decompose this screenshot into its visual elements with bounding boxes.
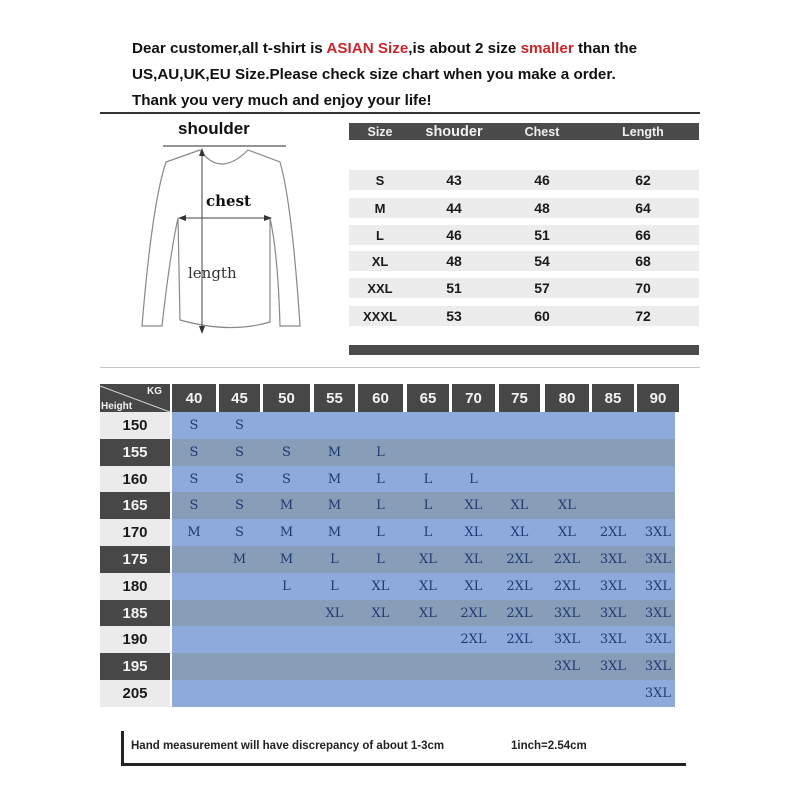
size-cell bbox=[637, 492, 679, 519]
shoulder-cell: 46 bbox=[446, 227, 462, 243]
size-cell bbox=[314, 680, 355, 707]
size-cell: XL bbox=[419, 552, 437, 567]
size-cell: L bbox=[376, 498, 385, 513]
size-cell: L bbox=[376, 227, 384, 243]
header-size: Size bbox=[367, 124, 393, 139]
weight-header: 45 bbox=[219, 384, 260, 412]
size-cell: L bbox=[469, 472, 478, 487]
grid-corner bbox=[100, 384, 170, 412]
size-cell: XL bbox=[558, 525, 576, 540]
size-cell: M bbox=[279, 525, 294, 540]
weight-header: 60 bbox=[358, 384, 403, 412]
smaller-highlight: smaller bbox=[520, 40, 574, 57]
height-header: 175 bbox=[100, 546, 170, 573]
size-cell: M bbox=[232, 552, 247, 567]
size-row-xl bbox=[349, 251, 699, 271]
size-row-xxl bbox=[349, 278, 699, 298]
size-cell: L bbox=[376, 552, 385, 567]
size-cell: 2XL bbox=[506, 579, 533, 594]
size-cell bbox=[358, 412, 403, 439]
size-cell: S bbox=[235, 418, 244, 433]
weight-header: 75 bbox=[499, 384, 540, 412]
size-cell: 3XL bbox=[553, 659, 581, 674]
chest-cell: 60 bbox=[534, 308, 550, 324]
size-cell: 2XL bbox=[506, 552, 533, 567]
size-cell: XL bbox=[325, 606, 344, 621]
size-cell: 3XL bbox=[599, 632, 627, 647]
shoulder-cell: 48 bbox=[446, 253, 462, 269]
height-header: 180 bbox=[100, 573, 170, 600]
size-cell: L bbox=[376, 445, 385, 460]
weight-header: 80 bbox=[545, 384, 589, 412]
size-cell bbox=[219, 626, 260, 653]
length-cell: 64 bbox=[635, 200, 651, 216]
size-cell bbox=[499, 466, 540, 493]
height-header: 205 bbox=[100, 680, 170, 707]
notice bbox=[132, 38, 712, 116]
size-cell: 3XL bbox=[644, 606, 672, 621]
shoulder-cell: 53 bbox=[446, 308, 462, 324]
size-row-m bbox=[349, 198, 699, 218]
shoulder-label: shoulder bbox=[178, 119, 250, 138]
inch-conversion: 1inch=2.54cm bbox=[511, 740, 587, 752]
size-cell: XL bbox=[464, 579, 483, 594]
size-cell bbox=[592, 466, 634, 493]
kg-label: KG bbox=[147, 386, 162, 397]
size-cell: M bbox=[374, 200, 386, 216]
length-cell: 72 bbox=[635, 308, 651, 324]
weight-header: 65 bbox=[407, 384, 449, 412]
size-cell bbox=[499, 680, 540, 707]
height-header: 190 bbox=[100, 626, 170, 653]
size-cell bbox=[545, 466, 589, 493]
size-cell: M bbox=[187, 525, 201, 540]
size-cell: S bbox=[235, 498, 244, 513]
size-cell bbox=[637, 412, 679, 439]
measurement-note: Hand measurement will have discrepancy of about 1-3cm bbox=[131, 740, 445, 752]
size-cell bbox=[637, 439, 679, 466]
size-cell: 3XL bbox=[599, 659, 627, 674]
size-cell bbox=[358, 680, 403, 707]
size-cell: XL bbox=[464, 498, 483, 513]
size-cell bbox=[172, 546, 216, 573]
size-cell: L bbox=[376, 472, 385, 487]
size-cell bbox=[592, 412, 634, 439]
size-cell bbox=[219, 573, 260, 600]
size-cell bbox=[358, 653, 403, 680]
size-cell: S bbox=[189, 498, 199, 513]
size-cell bbox=[592, 680, 634, 707]
height-header: 185 bbox=[100, 600, 170, 627]
size-cell: 3XL bbox=[599, 579, 627, 594]
size-cell: 2XL bbox=[506, 606, 533, 621]
size-cell bbox=[314, 412, 355, 439]
size-cell: M bbox=[279, 498, 294, 513]
length-cell: 62 bbox=[635, 172, 651, 188]
size-cell: XL bbox=[510, 525, 529, 540]
size-cell: M bbox=[327, 472, 342, 487]
size-cell bbox=[314, 626, 355, 653]
size-row-l bbox=[349, 225, 699, 245]
size-cell: XL bbox=[371, 606, 390, 621]
size-cell bbox=[407, 412, 449, 439]
weight-header: 85 bbox=[592, 384, 634, 412]
size-cell bbox=[499, 412, 540, 439]
notice-text: than the bbox=[573, 40, 638, 57]
size-cell bbox=[407, 653, 449, 680]
size-cell: 2XL bbox=[553, 579, 581, 594]
size-cell bbox=[263, 653, 310, 680]
size-cell: S bbox=[282, 472, 291, 487]
size-cell: S bbox=[189, 445, 199, 460]
height-header: 150 bbox=[100, 412, 170, 439]
size-cell: L bbox=[330, 579, 339, 594]
size-cell: 3XL bbox=[553, 632, 581, 647]
size-cell bbox=[452, 412, 495, 439]
size-cell: L bbox=[423, 498, 433, 513]
size-cell: XL bbox=[464, 552, 483, 567]
size-row-xxxl bbox=[349, 306, 699, 326]
header-length: Length bbox=[622, 124, 664, 139]
size-cell: M bbox=[327, 445, 342, 460]
size-cell bbox=[545, 412, 589, 439]
size-cell: S bbox=[235, 525, 244, 540]
size-cell bbox=[172, 680, 216, 707]
size-cell bbox=[637, 466, 679, 493]
height-header: 170 bbox=[100, 519, 170, 546]
size-cell: L bbox=[282, 579, 291, 594]
size-cell: L bbox=[423, 525, 433, 540]
weight-header: 50 bbox=[263, 384, 310, 412]
size-cell: 3XL bbox=[644, 632, 672, 647]
size-cell: L bbox=[330, 552, 339, 567]
footer-bracket bbox=[121, 763, 686, 766]
size-row-s bbox=[349, 170, 699, 190]
chest-cell: 46 bbox=[534, 172, 550, 188]
header-chest: Chest bbox=[524, 124, 560, 139]
size-cell: 2XL bbox=[460, 632, 487, 647]
height-header: 195 bbox=[100, 653, 170, 680]
size-cell bbox=[407, 680, 449, 707]
chest-label: chest bbox=[206, 192, 251, 210]
weight-header: 70 bbox=[452, 384, 495, 412]
size-cell: XL bbox=[464, 525, 483, 540]
size-cell: 3XL bbox=[553, 606, 581, 621]
size-cell: XXL bbox=[367, 280, 393, 296]
size-cell: 2XL bbox=[460, 606, 487, 621]
size-cell: 3XL bbox=[599, 552, 627, 567]
size-cell: 3XL bbox=[599, 606, 627, 621]
notice-line-1 bbox=[132, 38, 712, 64]
size-cell: XL bbox=[558, 498, 576, 513]
size-cell: XL bbox=[419, 579, 437, 594]
shirt-outline-icon bbox=[130, 114, 340, 350]
size-cell: 2XL bbox=[599, 525, 627, 540]
size-cell: 3XL bbox=[644, 579, 672, 594]
weight-header: 90 bbox=[637, 384, 679, 412]
size-cell: XL bbox=[510, 498, 529, 513]
size-cell bbox=[263, 680, 310, 707]
size-cell: S bbox=[235, 472, 244, 487]
size-cell: 2XL bbox=[553, 552, 581, 567]
header-shoulder: shouder bbox=[425, 123, 483, 140]
size-cell bbox=[407, 626, 449, 653]
notice-text: Dear customer,all t-shirt is bbox=[132, 40, 327, 57]
notice-text: ,is about 2 size bbox=[408, 40, 521, 57]
size-table-footer-bar bbox=[349, 345, 699, 355]
chest-cell: 57 bbox=[534, 280, 550, 296]
height-label: Height bbox=[101, 401, 133, 412]
asian-size-highlight: ASIAN Size bbox=[326, 40, 409, 57]
shirt-diagram bbox=[130, 114, 340, 350]
size-cell bbox=[407, 439, 449, 466]
size-cell: XL bbox=[371, 253, 389, 269]
height-header: 155 bbox=[100, 439, 170, 466]
size-cell bbox=[452, 653, 495, 680]
size-table bbox=[349, 123, 699, 324]
size-cell: 3XL bbox=[644, 686, 672, 701]
size-cell: L bbox=[376, 525, 385, 540]
size-cell bbox=[172, 600, 216, 627]
weight-header: 55 bbox=[314, 384, 355, 412]
size-cell bbox=[314, 653, 355, 680]
size-cell bbox=[263, 626, 310, 653]
chest-cell: 48 bbox=[534, 200, 550, 216]
notice-line-3: Thank you very much and enjoy your life! bbox=[132, 92, 432, 109]
length-label: length bbox=[188, 264, 237, 282]
size-cell: XXXL bbox=[363, 308, 397, 324]
size-cell bbox=[172, 626, 216, 653]
size-cell: S bbox=[235, 445, 244, 460]
size-cell: XL bbox=[419, 606, 437, 621]
size-cell bbox=[172, 573, 216, 600]
chest-cell: 54 bbox=[534, 253, 550, 269]
length-cell: 66 bbox=[635, 227, 651, 243]
size-cell bbox=[592, 492, 634, 519]
size-cell bbox=[358, 626, 403, 653]
shoulder-cell: 43 bbox=[446, 172, 462, 188]
footer-bracket bbox=[121, 731, 124, 766]
size-cell: M bbox=[327, 525, 342, 540]
shoulder-cell: 44 bbox=[446, 200, 462, 216]
size-cell: L bbox=[423, 472, 433, 487]
size-cell bbox=[452, 680, 495, 707]
size-cell bbox=[172, 653, 216, 680]
size-cell bbox=[545, 439, 589, 466]
height-header: 160 bbox=[100, 466, 170, 493]
chest-cell: 51 bbox=[534, 227, 550, 243]
size-cell: M bbox=[279, 552, 294, 567]
size-cell bbox=[219, 653, 260, 680]
size-cell: M bbox=[327, 498, 342, 513]
size-cell bbox=[499, 653, 540, 680]
size-cell: S bbox=[282, 445, 291, 460]
size-cell bbox=[263, 412, 310, 439]
size-cell: 2XL bbox=[506, 632, 533, 647]
size-cell bbox=[263, 600, 310, 627]
size-table-header bbox=[349, 123, 699, 140]
shoulder-cell: 51 bbox=[446, 280, 462, 296]
size-cell: XL bbox=[371, 579, 390, 594]
size-cell: 3XL bbox=[644, 659, 672, 674]
weight-header: 40 bbox=[172, 384, 216, 412]
size-cell bbox=[219, 680, 260, 707]
size-cell bbox=[592, 439, 634, 466]
size-cell bbox=[499, 439, 540, 466]
length-cell: 70 bbox=[635, 280, 651, 296]
size-cell bbox=[219, 600, 260, 627]
length-cell: 68 bbox=[635, 253, 651, 269]
size-cell bbox=[452, 439, 495, 466]
notice-line-2: US,AU,UK,EU Size.Please check size chart when you make a order. bbox=[132, 66, 616, 83]
size-cell bbox=[545, 680, 589, 707]
height-header: 165 bbox=[100, 492, 170, 519]
size-cell: 3XL bbox=[644, 525, 672, 540]
size-cell: S bbox=[189, 472, 199, 487]
size-cell: 3XL bbox=[644, 552, 672, 567]
size-cell: S bbox=[189, 418, 199, 433]
divider bbox=[100, 367, 700, 368]
size-cell: S bbox=[375, 172, 385, 188]
